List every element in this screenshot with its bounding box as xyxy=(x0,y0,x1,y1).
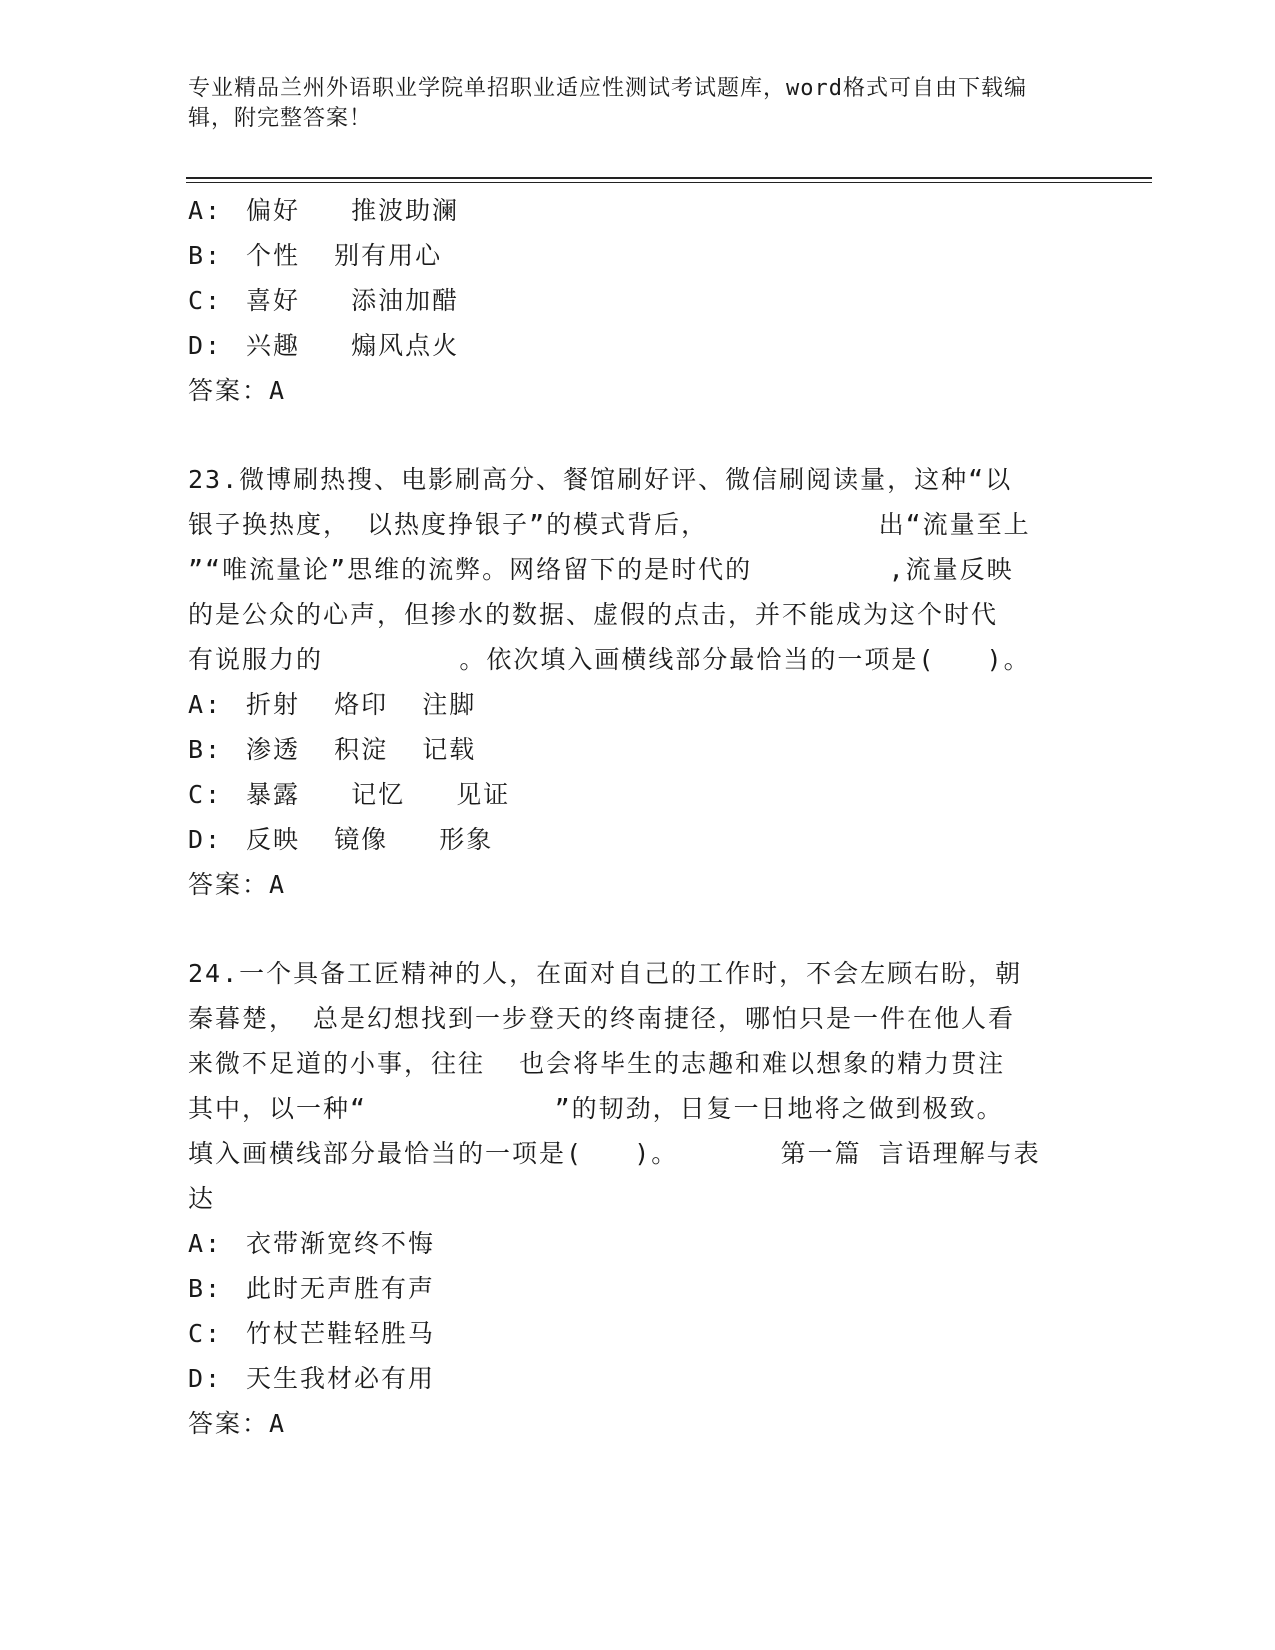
q22-option-b: B: 个性 别有用心 xyxy=(188,241,443,270)
q24-stem-line-2: 秦暮楚， 总是幻想找到一步登天的终南捷径，哪怕只是一件在他人看 xyxy=(188,1004,1016,1033)
q23-stem-line-1: 23.微博刷热搜、电影刷高分、餐馆刷好评、微信刷阅读量，这种“以 xyxy=(188,465,1013,494)
q24-stem-line-4: 其中，以一种“ ”的韧劲，日复一日地将之做到极致。 xyxy=(188,1094,1004,1123)
q22-option-d: D: 兴趣 煽风点火 xyxy=(188,331,460,360)
q24-option-c: C: 竹杖芒鞋轻胜马 xyxy=(188,1319,436,1348)
q24-stem-line-5: 填入画横线部分最恰当的一项是( )。 第一篇 言语理解与表 xyxy=(188,1139,1041,1168)
document-header: 专业精品兰州外语职业学院单招职业适应性测试考试题库，word格式可自由下载编辑，附完整答案！ xyxy=(188,76,1027,131)
q24-stem-line-6: 达 xyxy=(188,1184,216,1213)
q23-stem-line-2: 银子换热度， 以热度挣银子”的模式背后， 出“流量至上 xyxy=(188,510,1031,539)
q23-stem-line-3: ”“唯流量论”思维的流弊。网络留下的是时代的 ,流量反映 xyxy=(188,555,1014,584)
q24-stem-line-1: 24.一个具备工匠精神的人，在面对自己的工作时，不会左顾右盼，朝 xyxy=(188,959,1023,988)
q23-stem-line-4: 的是公众的心声，但掺水的数据、虚假的点击，并不能成为这个时代 xyxy=(188,600,999,629)
q23-option-b: B: 渗透 积淀 记载 xyxy=(188,735,477,764)
q24-stem-line-3: 来微不足道的小事，往往 也会将毕生的志趣和难以想象的精力贯注 xyxy=(188,1049,1006,1078)
q24-answer: 答案：A xyxy=(188,1409,287,1438)
q22-option-a: A: 偏好 推波助澜 xyxy=(188,196,460,225)
q23-option-a: A: 折射 烙印 注脚 xyxy=(188,690,477,719)
q22-answer: 答案：A xyxy=(188,376,287,405)
q23-stem-line-5: 有说服力的 。依次填入画横线部分最恰当的一项是( )。 xyxy=(188,645,1031,674)
q23-answer: 答案：A xyxy=(188,870,287,899)
header-rule-thin xyxy=(186,182,1152,183)
q23-option-d: D: 反映 镜像 形象 xyxy=(188,825,494,854)
header-rule-thick xyxy=(186,177,1152,179)
q23-option-c: C: 暴露 记忆 见证 xyxy=(188,780,511,809)
q24-option-a: A: 衣带渐宽终不悔 xyxy=(188,1229,436,1258)
q24-option-b: B: 此时无声胜有声 xyxy=(188,1274,436,1303)
q24-option-d: D: 天生我材必有用 xyxy=(188,1364,436,1393)
q22-option-c: C: 喜好 添油加醋 xyxy=(188,286,460,315)
